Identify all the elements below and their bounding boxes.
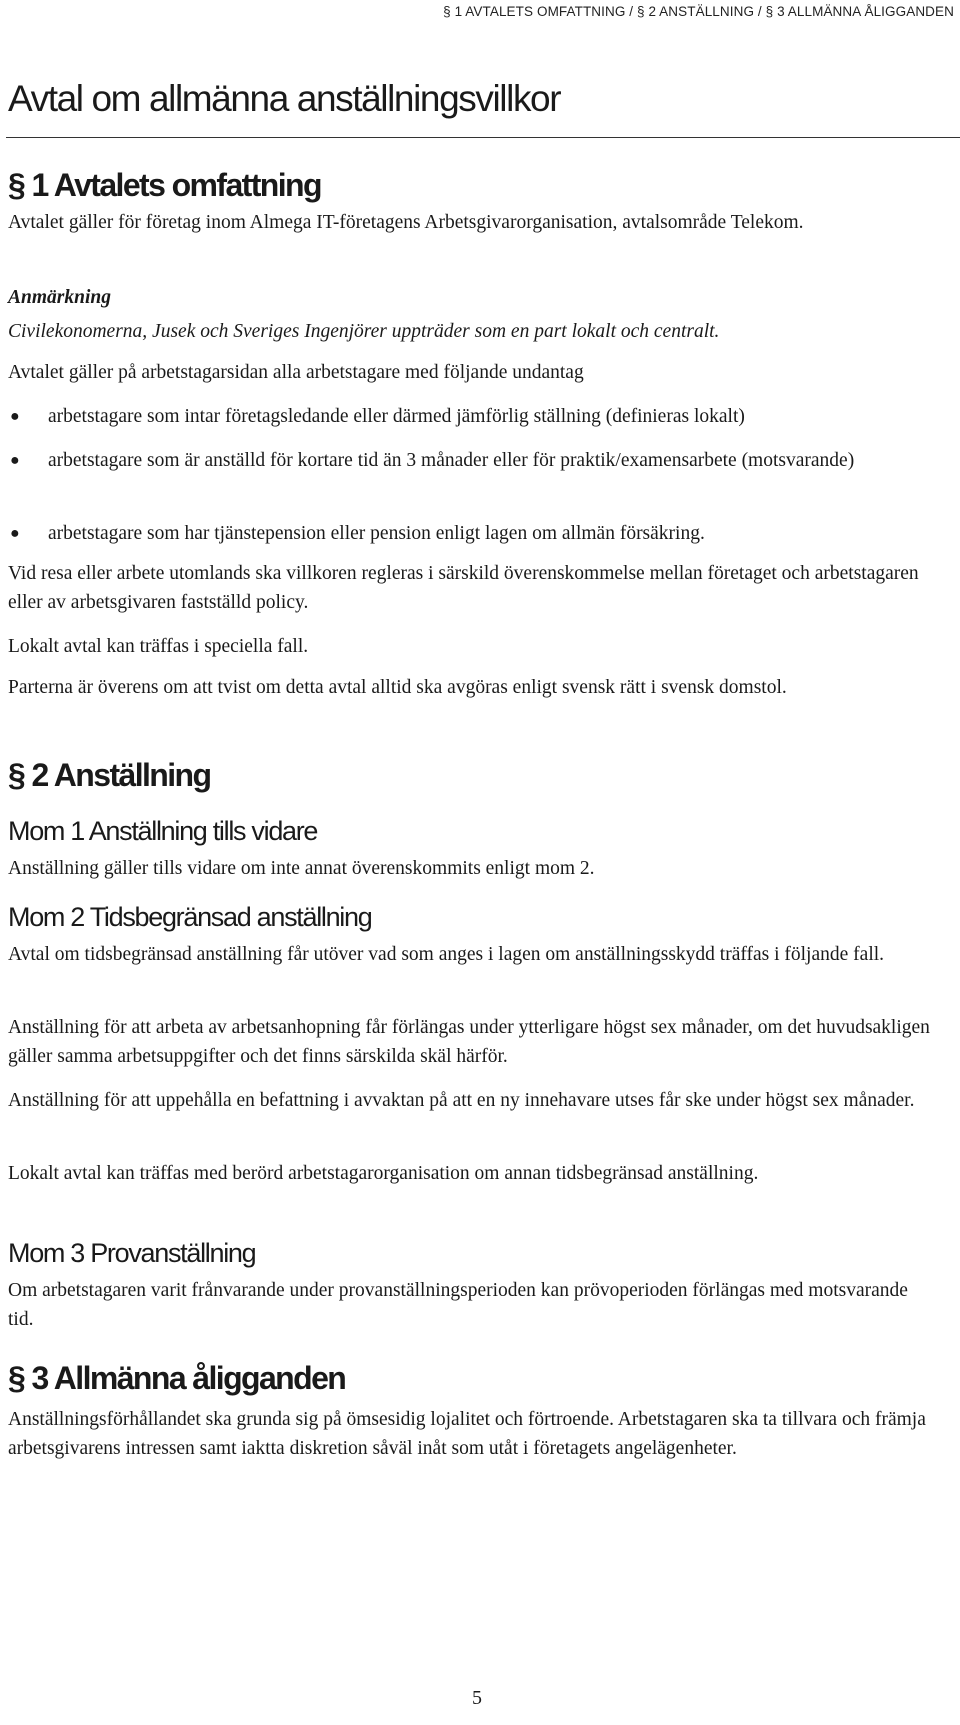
title-divider <box>6 137 960 138</box>
document-title: Avtal om allmänna anställningsvillkor <box>8 78 561 119</box>
bullet-icon: ● <box>10 525 20 542</box>
bullet-icon: ● <box>10 452 20 469</box>
mom-1-paragraph: Anställning gäller tills vidare om inte annat överenskommits enligt mom 2. <box>8 858 595 879</box>
exceptions-intro: Avtalet gäller på arbetstagarsidan alla arbetstagare med följande undantag <box>8 362 584 383</box>
list-item-text: arbetstagare som har tjänstepension eller pension enligt lagen om allmän försäkring. <box>48 523 705 544</box>
list-item-text: arbetstagare som är anställd för kortare tid än 3 månader eller för praktik/examensarbete (motsvarande) <box>48 450 855 471</box>
list-item <box>8 519 938 548</box>
section-1-scope-paragraph: Avtalet gäller för företag inom Almega IT-företagens Arbetsgivarorganisation, avtalsområde Telekom. <box>8 212 804 233</box>
list-item <box>8 402 938 431</box>
local-agreement-paragraph: Lokalt avtal kan träffas i speciella fall. <box>8 636 309 657</box>
running-header: § 1 AVTALETS OMFATTNING / § 2 ANSTÄLLNING / § 3 ALLMÄNNA ÅLIGGANDEN <box>443 4 954 19</box>
mom-1-heading: Mom 1 Anställning tills vidare <box>8 816 318 846</box>
section-1-heading: § 1 Avtalets omfattning <box>8 167 321 203</box>
mom-2-paragraph-3: Anställning för att uppehålla en befattning i avvaktan på att en ny innehavare utses får ske under högst sex månader. <box>8 1090 915 1111</box>
section-3-heading: § 3 Allmänna åligganden <box>8 1360 346 1396</box>
mom-2-paragraph-2: Anställning för att arbeta av arbetsanhopning får förlängas under ytterligare högst sex månader, om det huvudsakligen gäller samma arbetsuppgifter och det finns särskilda skäl härför. <box>8 1017 930 1067</box>
mom-2-heading: Mom 2 Tidsbegränsad anställning <box>8 902 372 932</box>
note-label: Anmärkning <box>8 287 111 308</box>
mom-3-paragraph: Om arbetstagaren varit frånvarande under provanställningsperioden kan prövoperioden förlängas med motsvarande tid. <box>8 1280 908 1330</box>
section-3-paragraph: Anställningsförhållandet ska grunda sig på ömsesidig lojalitet och förtroende. Arbetstagaren ska ta tillvara och främja arbetsgivarens intressen samt iaktta diskretion såväl inåt som utåt i företagets angelägenheter. <box>8 1409 926 1459</box>
mom-2-paragraph-1: Avtal om tidsbegränsad anställning får utöver vad som anges i lagen om anställningsskydd träffas i följande fall. <box>8 944 885 965</box>
list-item-text: arbetstagare som intar företagsledande eller därmed jämförlig ställning (definieras lokalt) <box>48 406 745 427</box>
page-number: 5 <box>472 1687 482 1709</box>
abroad-paragraph: Vid resa eller arbete utomlands ska villkoren regleras i särskild överenskommelse mellan företaget och arbetstagaren eller av arbetsgivaren fastställd policy. <box>8 563 919 613</box>
section-2-heading: § 2 Anställning <box>8 757 211 793</box>
note-text: Civilekonomerna, Jusek och Sveriges Ingenjörer uppträder som en part lokalt och centralt. <box>8 321 720 342</box>
mom-3-heading: Mom 3 Provanställning <box>8 1238 256 1268</box>
list-item <box>8 446 938 475</box>
bullet-icon: ● <box>10 408 20 425</box>
mom-2-paragraph-4: Lokalt avtal kan träffas med berörd arbetstagarorganisation om annan tidsbegränsad anställning. <box>8 1163 759 1184</box>
dispute-paragraph: Parterna är överens om att tvist om detta avtal alltid ska avgöras enligt svensk rätt i svensk domstol. <box>8 677 787 698</box>
